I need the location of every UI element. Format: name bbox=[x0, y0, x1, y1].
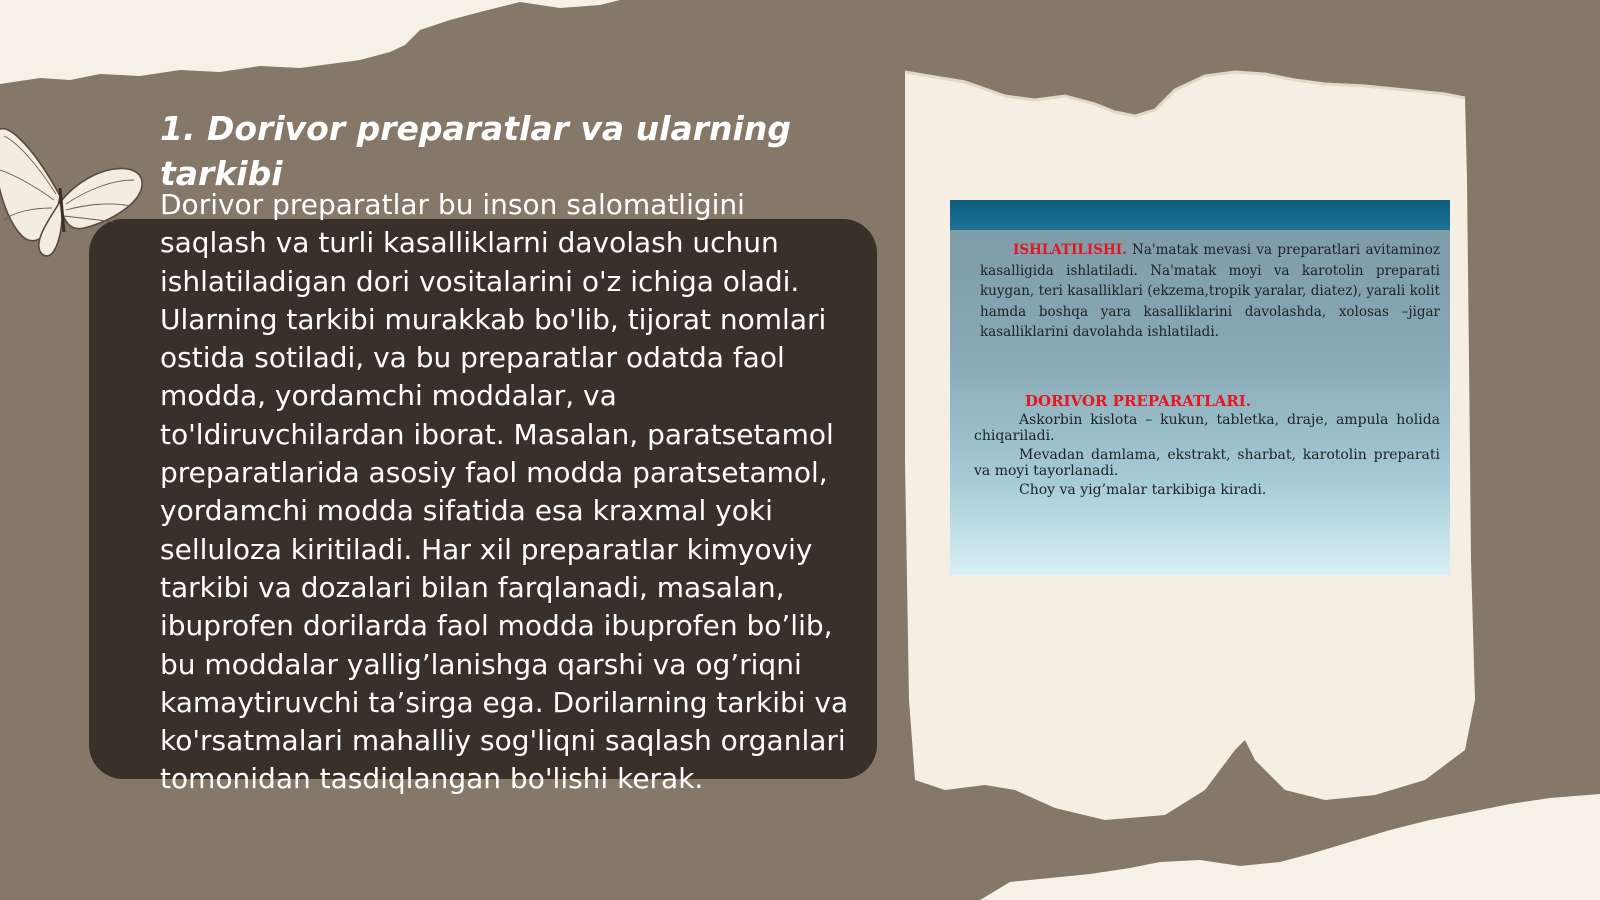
torn-paper-top bbox=[0, 0, 620, 110]
preparations-heading: DORIVOR PREPARATLARI. bbox=[1025, 392, 1252, 410]
image-card-topbar bbox=[950, 200, 1450, 230]
usage-heading: ISHLATILISHI. bbox=[1013, 242, 1127, 258]
preparation-item-3: Choy va yig’malar tarkibiga kiradi. bbox=[1019, 482, 1267, 498]
preparation-item-2: Mevadan damlama, ekstrakt, sharbat, karotolin preparati va moyi tayorlanadi. bbox=[974, 447, 1440, 479]
usage-text: Na'matak mevasi va preparatlari avitaminoz kasalligida ishlatiladi. Na'matak moyi va karotolin preparati kuygan, teri kasalliklari (ekzema,tropik yaralar, diatez), yarali kolit hamda boshqa yara kasalliklarini davolashda, xolosas –jigar kasalliklarini davolahda ishlatiladi. bbox=[980, 242, 1440, 340]
butterfly-icon bbox=[0, 104, 162, 274]
preparation-item-1: Askorbin kislota – kukun, tabletka, draje, ampula holida chiqariladi. bbox=[974, 412, 1440, 444]
slide-title: 1. Dorivor preparatlar va ularning tarkibi bbox=[160, 109, 791, 193]
usage-paragraph bbox=[980, 240, 1440, 343]
image-card bbox=[950, 200, 1450, 575]
body-paragraph: Dorivor preparatlar bu inson salomatligini saqlash va turli kasalliklarni davolash uchun ishlatiladigan dori vositalarini o'z ichiga oladi. Ularning tarkibi murakkab bo'lib, tijorat nomlari ostida sotiladi, va bu preparatlar odatda faol modda, yordamchi moddalar, va to'ldiruvchilardan iborat. Masalan, paratsetamol preparatlarida asosiy faol modda paratsetamol, yordamchi modda sifatida esa kraxmal yoki selluloza kiritiladi. Har xil preparatlar kimyoviy tarkibi va dozalari bilan farqlanadi, masalan, ibuprofen dorilarda faol modda ibuprofen bo’lib, bu moddalar yallig’lanishga qarshi va og’riqni kamaytiruvchi ta’sirga ega. Dorilarning tarkibi va ko'rsatmalari mahalliy sog'liqni saqlash organlari tomonidan tasdiqlangan bo'lishi kerak. bbox=[160, 188, 849, 796]
